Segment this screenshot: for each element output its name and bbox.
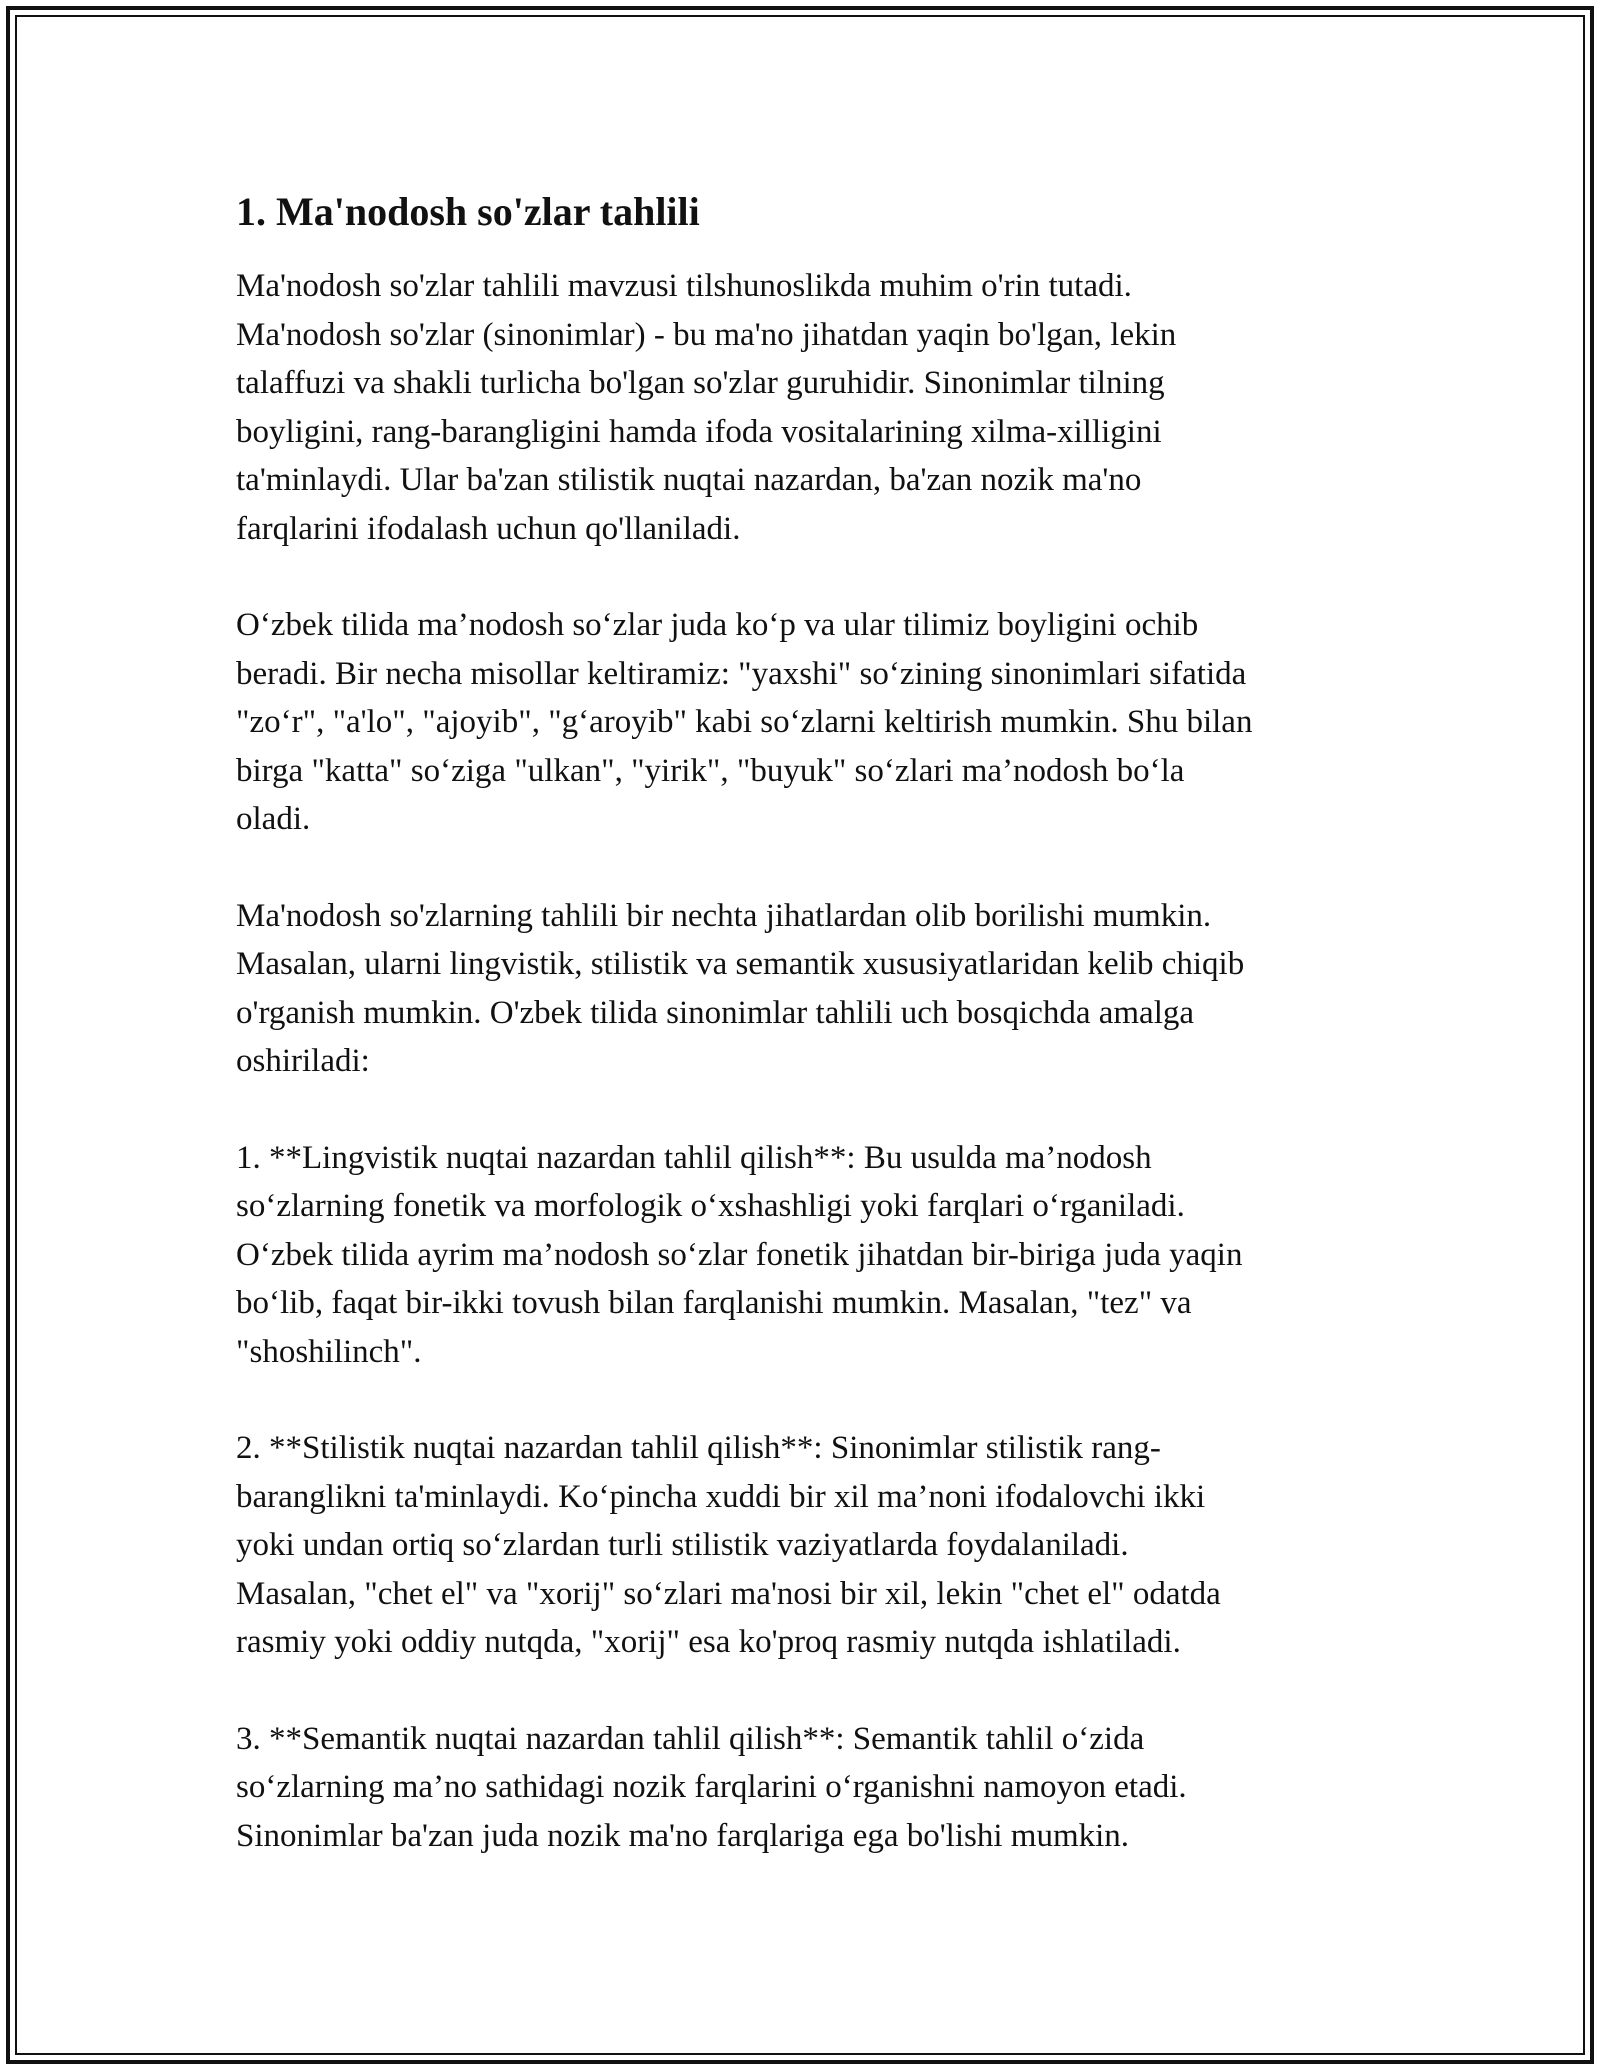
paragraph-analysis-overview: Ma'nodosh so'zlarning tahlili bir nechta jihatlardan olib borilishi mumkin. Masalan, ularni lingvistik, stilistik va semantik xususiyatlaridan kelib chiqib o'rganish mumkin. O'zbek tilida sinonimlar tahlili uch bosqichda amalga oshiriladi: bbox=[236, 897, 1245, 1079]
paragraph-intro: Ma'nodosh so'zlar tahlili mavzusi tilshunoslikda muhim o'rin tutadi. Ma'nodosh so'zlar (sinonimlar) - bu ma'no jihatdan yaqin bo'lgan, lekin talaffuzi va shakli turlicha bo'lgan so'zlar guruhidir. Sinonimlar tilning boyligini, rang-barangligini hamda ifoda vositalarining xilma-xilligini ta'minlaydi. Ular ba'zan stilistik nuqtai nazardan, ba'zan nozik ma'no farqlarini ifodalash uchun qo'llaniladi. bbox=[236, 268, 1177, 547]
document-body bbox=[236, 186, 1386, 1860]
list-item-semantic: 3. **Semantik nuqtai nazardan tahlil qilish**: Semantik tahlil o‘zida so‘zlarning ma’no sathidagi nozik farqlarini o‘rganishni namoyon etadi. Sinonimlar ba'zan juda nozik ma'no farqlariga ega bo'lishi mumkin. bbox=[236, 1720, 1187, 1854]
list-item-stylistic: 2. **Stilistik nuqtai nazardan tahlil qilish**: Sinonimlar stilistik rang- baranglikni ta'minlaydi. Ko‘pincha xuddi bir xil ma’noni ifodalovchi ikki yoki undan ortiq so‘zlardan turli stilistik vaziyatlarda foydalaniladi. Masalan, "chet el" va "xorij" so‘zlari ma'nosi bir xil, lekin "chet el" odatda rasmiy yoki oddiy nutqda, "xorij" esa ko'proq rasmiy nutqda ishlatiladi. bbox=[236, 1430, 1221, 1660]
paragraph-examples: O‘zbek tilida ma’nodosh so‘zlar juda ko‘p va ular tilimiz boyligini ochib beradi. Bir necha misollar keltiramiz: "yaxshi" so‘zining sinonimlari sifatida "zo‘r", "a'lo", "ajoyib", "g‘aroyib" kabi so‘zlarni keltirish mumkin. Shu bilan birga "katta" so‘ziga "ulkan", "yirik", "buyuk" so‘zlari ma’nodosh bo‘la oladi. bbox=[236, 607, 1253, 837]
section-heading: 1. Ma'nodosh so'zlar tahlili bbox=[236, 189, 700, 234]
list-item-linguistic: 1. **Lingvistik nuqtai nazardan tahlil qilish**: Bu usulda ma’nodosh so‘zlarning fonetik va morfologik o‘xshashligi yoki farqlari o‘rganiladi. O‘zbek tilida ayrim ma’nodosh so‘zlar fonetik jihatdan bir-biriga juda yaqin bo‘lib, faqat bir-ikki tovush bilan farqlanishi mumkin. Masalan, "tez" va "shoshilinch". bbox=[236, 1139, 1243, 1370]
